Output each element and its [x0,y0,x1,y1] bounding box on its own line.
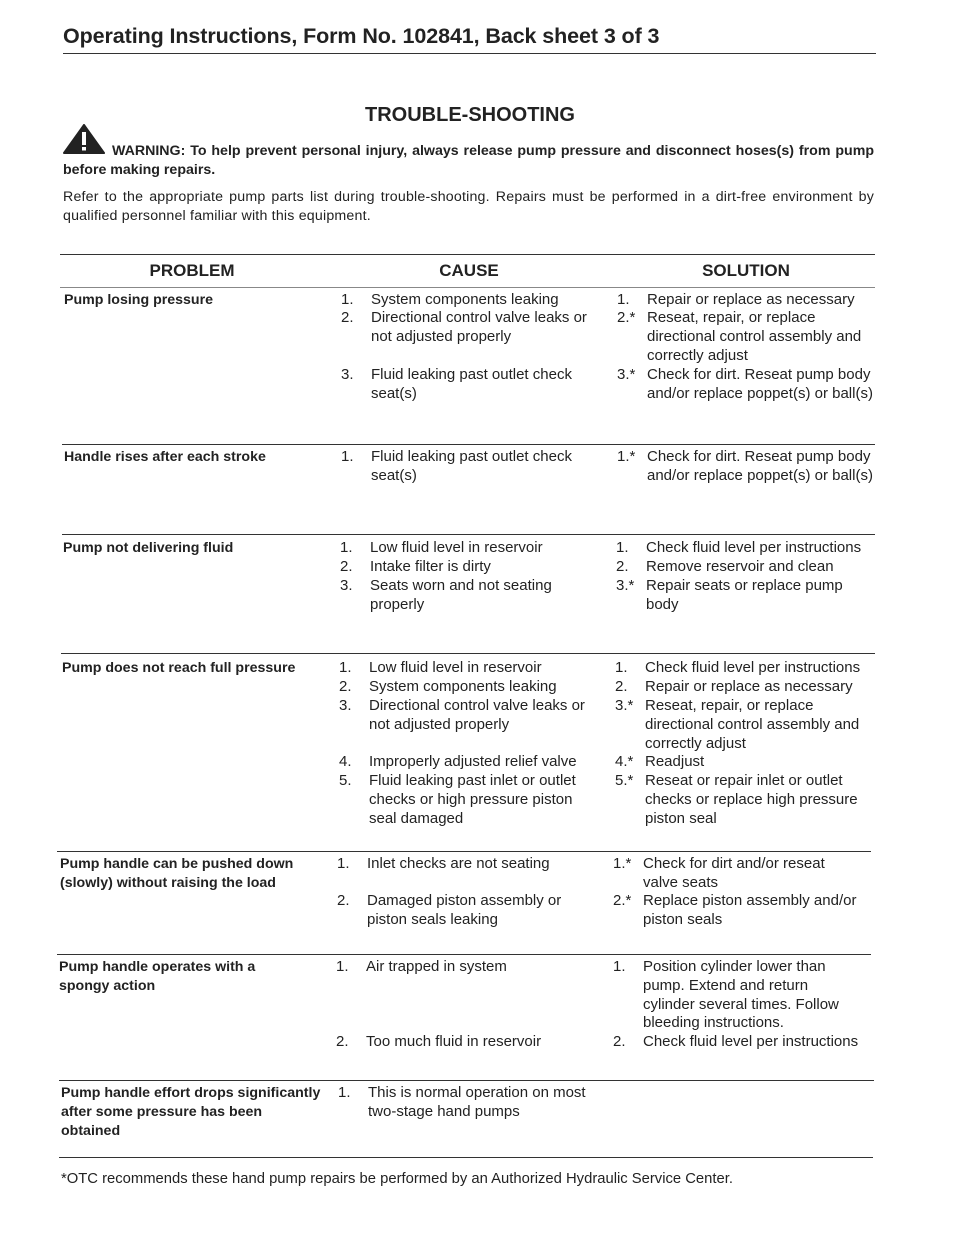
item-number: 2. [337,892,350,909]
cause-text: Fluid leaking past inlet or outlet checks or high pressure piston seal damaged [369,772,576,827]
page-title: Operating Instructions, Form No. 102841, Back sheet 3 of 3 [63,24,660,48]
column-header-solution: SOLUTION [702,261,790,280]
table-bottom-rule [59,1157,873,1158]
warning-text: WARNING: To help prevent personal injury, always release pump pressure and disconnect hoses(s) from pump before making repairs. [63,143,874,178]
intro-text: Refer to the appropriate pump parts list during trouble-shooting. Repairs must be performed in a dirt-free environment by qualified personnel familiar with this equipment. [63,189,874,224]
section-title: TROUBLE-SHOOTING [365,104,575,126]
cause-text: Directional control valve leaks or not adjusted properly [371,309,587,345]
cause-text: Damaged piston assembly or piston seals leaking [367,892,562,928]
solution-text: Check for dirt. Reseat pump body and/or replace poppet(s) or ball(s) [647,366,873,402]
item-number: 1. [339,659,352,676]
item-number: 2. [613,1033,626,1050]
solution-text: Reseat, repair, or replace directional control assembly and correctly adjust [647,309,862,364]
cause-text: Intake filter is dirty [370,558,491,575]
solution-text: Repair or replace as necessary [645,678,853,695]
footnote: *OTC recommends these hand pump repairs be performed by an Authorized Hydraulic Service Center. [61,1171,733,1187]
item-number: 3. [340,577,353,594]
solution-text: Reseat or repair inlet or outlet checks or replace high pressure piston seal [645,772,858,827]
solution-text: Replace piston assembly and/or piston seals [643,892,857,928]
item-number: 1. [341,291,354,308]
item-number: 4. [339,753,352,770]
item-number: 1. [338,1084,351,1101]
cause-text: Improperly adjusted relief valve [369,753,577,770]
item-number: 2. [339,678,352,695]
table-row-problem: Pump handle operates with a spongy action [59,959,256,994]
solution-text: Check fluid level per instructions [646,539,862,556]
solution-text: Reseat, repair, or replace directional control assembly and correctly adjust [645,697,860,752]
table-row-problem: Pump handle effort drops significantly after some pressure has been obtained [61,1085,321,1139]
solution-text: Repair seats or replace pump body [646,577,843,613]
solution-text: Position cylinder lower than pump. Extend and return cylinder several times. Follow bleeding instructions. [643,958,839,1032]
cause-text: System components leaking [371,291,559,308]
cause-text: Too much fluid in reservoir [366,1033,542,1050]
solution-text: Remove reservoir and clean [646,558,834,575]
item-number: 3.* [616,577,635,594]
item-number: 2. [615,678,628,695]
cause-text: Fluid leaking past outlet check seat(s) [371,366,572,402]
item-number: 5.* [615,772,634,789]
row-divider [62,534,875,535]
item-number: 3.* [617,366,636,383]
item-number: 1. [341,448,354,465]
item-number: 4.* [615,753,634,770]
item-number: 5. [339,772,352,789]
cause-text: Inlet checks are not seating [367,855,550,872]
cause-text: Low fluid level in reservoir [370,539,543,556]
item-number: 1. [336,958,349,975]
solution-text: Check fluid level per instructions [643,1033,859,1050]
header-divider [63,53,876,54]
item-number: 1. [616,539,629,556]
cause-text: Air trapped in system [366,958,507,975]
item-number: 1. [615,659,628,676]
item-number: 1. [617,291,630,308]
item-number: 1.* [617,448,636,465]
item-number: 1.* [613,855,632,872]
item-number: 3. [339,697,352,714]
column-header-problem: PROBLEM [149,261,235,280]
item-number: 3.* [615,697,634,714]
row-divider [59,1080,874,1081]
row-divider [62,444,875,445]
row-divider [57,851,871,852]
cause-text: This is normal operation on most two-stage hand pumps [368,1084,586,1120]
cause-text: Fluid leaking past outlet check seat(s) [371,448,572,484]
item-number: 1. [337,855,350,872]
item-number: 2. [336,1033,349,1050]
table-row-problem: Pump losing pressure [64,292,214,308]
solution-text: Check for dirt. Reseat pump body and/or replace poppet(s) or ball(s) [647,448,873,484]
cause-text: System components leaking [369,678,557,695]
item-number: 2. [341,309,354,326]
item-number: 1. [340,539,353,556]
item-number: 2. [616,558,629,575]
table-top-rule [60,254,875,255]
solution-text: Check for dirt and/or reseat valve seats [643,855,825,891]
cause-text: Low fluid level in reservoir [369,659,542,676]
item-number: 3. [341,366,354,383]
solution-text: Check fluid level per instructions [645,659,861,676]
table-row-problem: Handle rises after each stroke [64,449,266,465]
item-number: 2.* [613,892,632,909]
column-header-cause: CAUSE [439,261,499,280]
item-number: 1. [613,958,626,975]
cause-text: Directional control valve leaks or not adjusted properly [369,697,585,733]
item-number: 2. [340,558,353,575]
table-row-problem: Pump not delivering fluid [63,540,234,556]
solution-text: Repair or replace as necessary [647,291,855,308]
table-row-problem: Pump does not reach full pressure [62,660,296,676]
cause-text: Seats worn and not seating properly [370,577,552,613]
table-header-rule [60,287,875,288]
row-divider [61,653,875,654]
table-row-problem: Pump handle can be pushed down (slowly) without raising the load [60,856,294,891]
row-divider [57,954,871,955]
solution-text: Readjust [645,753,705,770]
item-number: 2.* [617,309,636,326]
